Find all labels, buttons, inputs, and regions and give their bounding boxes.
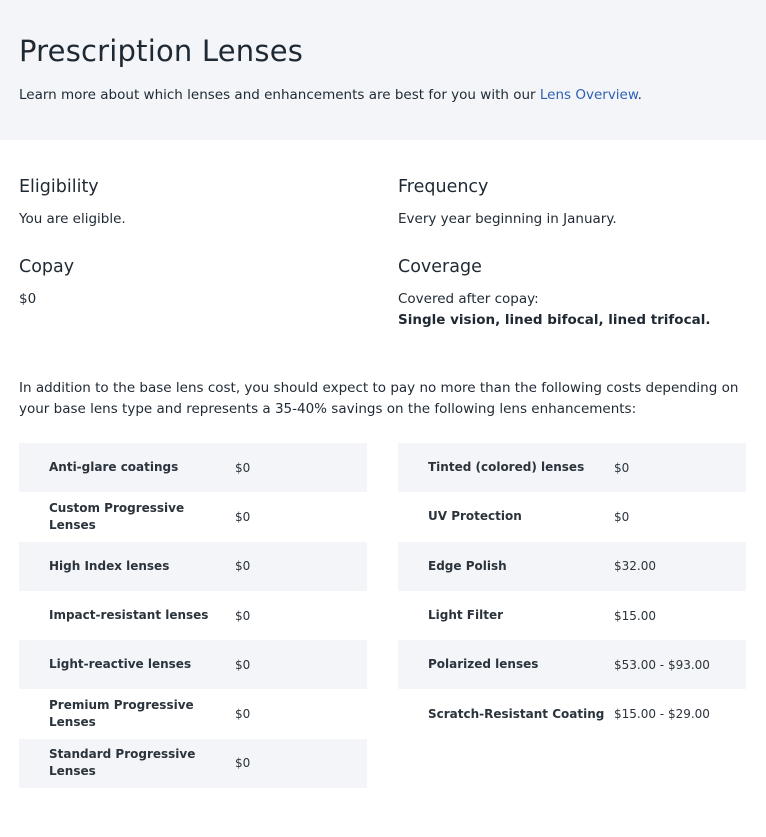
lens-overview-link[interactable]: Lens Overview <box>539 87 638 103</box>
enhancement-name: UV Protection <box>428 509 522 524</box>
list-item <box>398 640 746 689</box>
enhancement-price: $0 <box>235 509 251 524</box>
eligibility-heading: Eligibility <box>19 177 99 197</box>
enhancement-price: $0 <box>235 707 251 722</box>
enhancement-price: $15.00 - $29.00 <box>614 707 710 722</box>
enhancement-price: $32.00 <box>614 559 656 574</box>
intro-prefix: Learn more about which lenses and enhancements are best for you with our <box>19 87 540 103</box>
list-item <box>398 492 746 541</box>
page-header <box>0 0 766 140</box>
enhancements-description: In addition to the base lens cost, you should expect to pay no more than the following costs depending on your base lens type and represents a 35-40% savings on the following lens enhancements: <box>19 380 739 417</box>
enhancement-price: $15.00 <box>614 608 656 623</box>
frequency-heading: Frequency <box>398 177 489 197</box>
enhancement-name: High Index lenses <box>49 558 170 573</box>
enhancement-price: $0 <box>235 756 251 771</box>
enhancements-right-list <box>398 443 746 739</box>
list-item <box>398 591 746 640</box>
list-item <box>398 689 746 738</box>
enhancement-name: Impact-resistant lenses <box>49 608 209 623</box>
enhancement-price: $0 <box>235 460 251 475</box>
intro-suffix: . <box>637 87 642 103</box>
enhancement-price: $0 <box>235 657 251 672</box>
enhancement-name: Tinted (colored) lenses <box>428 460 585 475</box>
enhancements-left-list <box>19 443 367 788</box>
copay-value: $0 <box>19 291 37 307</box>
enhancement-price: $0 <box>235 559 251 574</box>
frequency-section <box>398 177 617 230</box>
enhancement-price: $0 <box>614 460 630 475</box>
list-item <box>19 542 367 591</box>
coverage-heading: Coverage <box>398 257 482 277</box>
copay-section <box>19 257 74 310</box>
eligibility-section <box>19 177 126 230</box>
coverage-section <box>398 257 710 331</box>
enhancement-name: Scratch-Resistant Coating <box>428 706 605 721</box>
coverage-line-2: Single vision, lined bifocal, lined trifocal. <box>398 312 711 328</box>
enhancement-price: $0 <box>614 509 630 524</box>
list-item <box>398 542 746 591</box>
enhancement-name: Polarized lenses <box>428 657 539 672</box>
copay-heading: Copay <box>19 257 75 277</box>
intro-text <box>19 87 642 103</box>
enhancement-name: Light Filter <box>428 608 504 623</box>
list-item <box>19 739 367 788</box>
enhancement-price: $53.00 - $93.00 <box>614 657 710 672</box>
enhancement-price: $0 <box>235 608 251 623</box>
list-item <box>19 689 367 738</box>
list-item <box>19 640 367 689</box>
enhancement-name: Custom Progressive Lenses <box>49 500 185 532</box>
enhancement-name: Standard Progressive Lenses <box>49 747 196 779</box>
eligibility-value: You are eligible. <box>19 211 126 227</box>
enhancement-name: Light-reactive lenses <box>49 657 192 672</box>
enhancement-name: Edge Polish <box>428 558 507 573</box>
enhancement-name: Anti-glare coatings <box>49 460 179 475</box>
list-item <box>19 591 367 640</box>
coverage-line-1: Covered after copay: <box>398 291 539 307</box>
list-item <box>19 492 367 541</box>
page-title: Prescription Lenses <box>19 34 304 68</box>
frequency-value: Every year beginning in January. <box>398 211 617 227</box>
list-item <box>398 443 746 492</box>
list-item <box>19 443 367 492</box>
enhancement-name: Premium Progressive Lenses <box>49 698 194 730</box>
